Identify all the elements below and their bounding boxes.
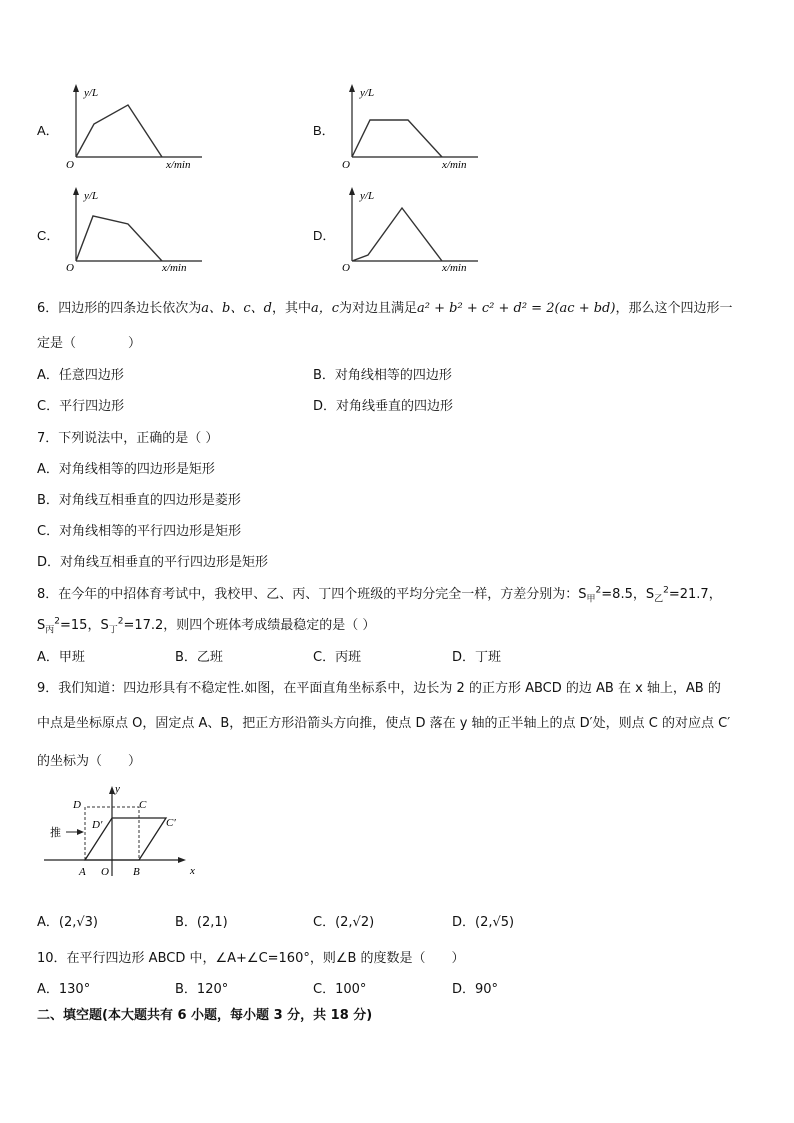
option-c-label: C． (37, 228, 60, 243)
graph-a (62, 82, 212, 172)
fig-point-dprime: D′ (92, 819, 103, 831)
fig-y-label: y (115, 783, 120, 795)
q6-stem-line2: 定是（ ） (37, 336, 142, 351)
graph-line (76, 216, 162, 261)
q10-option-d[interactable]: D．90° (452, 982, 499, 997)
y-label: y/L (360, 87, 375, 99)
graph-d (338, 185, 488, 275)
q8-option-a[interactable]: A．甲班 (37, 650, 85, 665)
y-arrow-icon (349, 84, 355, 92)
origin-label: O (66, 159, 74, 171)
q8-stem-line2: $S_丙^2=15$，$S_丁^2=17.2$，则四个班体考成绩最稳定的是（ ） (37, 616, 376, 636)
fig-point-a: A (79, 866, 86, 878)
fig-point-d: D (73, 799, 81, 811)
graph-line (352, 120, 442, 157)
fig-push-label: 推 (50, 827, 61, 839)
origin-label: O (342, 159, 350, 171)
y-label: y/L (84, 87, 99, 99)
fig-point-cprime: C′ (166, 817, 176, 829)
q7-option-b[interactable]: B．对角线互相垂直的四边形是菱形 (37, 493, 241, 508)
q8-stem-line1: 8．在今年的中招体育考试中，我校甲、乙、丙、丁四个班级的平均分完全一样，方差分别为：$S_甲^2=8.5$，$S_乙^2=21.7$， (37, 585, 722, 605)
section-two-heading: 二、填空题(本大题共有 6 小题，每小题 3 分，共 18 分) (37, 1008, 373, 1023)
fig-point-c: C (139, 799, 147, 811)
y-arrow-icon (73, 84, 79, 92)
origin-label: O (66, 262, 74, 274)
x-label: x/min (162, 262, 187, 274)
q7-stem: 7．下列说法中，正确的是（ ） (37, 431, 219, 446)
x-label: x/min (442, 159, 467, 171)
q6-equation: a² + b² + c² + d² = 2(ac + bd) (417, 301, 616, 316)
q9-stem-line2: 中点是坐标原点 O，固定点 A、B，把正方形沿箭头方向推，使点 D 落在 y 轴的正半轴上的点 D′处，则点 C 的对应点 C′ (37, 716, 731, 731)
q6-stem: 6．四边形的四条边长依次为a、b、c、d，其中a，c为对边且满足a² + b² + c² + d² = 2(ac + bd)，那么这个四边形一 (37, 301, 733, 316)
q9-stem-line1: 9．我们知道：四边形具有不稳定性.如图，在平面直角坐标系中，边长为 2 的正方形 ABCD 的边 AB 在 x 轴上，AB 的 (37, 681, 721, 696)
q6-option-b[interactable]: B．对角线相等的四边形 (313, 368, 452, 383)
fig-point-b: B (133, 866, 140, 878)
option-a-label: A． (37, 123, 59, 138)
q8-option-d[interactable]: D．丁班 (452, 650, 502, 665)
graph-b (338, 82, 488, 172)
fig-point-o: O (101, 866, 109, 878)
q6-option-d[interactable]: D．对角线垂直的四边形 (313, 399, 454, 414)
y-label: y/L (84, 190, 99, 202)
q10-option-c[interactable]: C．100° (313, 982, 367, 997)
graph-line (352, 208, 442, 261)
q9-option-d[interactable]: D．(2,√5) (452, 915, 515, 930)
q8-option-b[interactable]: B．乙班 (175, 650, 223, 665)
y-arrow-icon (73, 187, 79, 195)
option-b-label: B． (313, 123, 335, 138)
q10-option-a[interactable]: A．130° (37, 982, 91, 997)
q10-option-b[interactable]: B．120° (175, 982, 229, 997)
q9-option-c[interactable]: C．(2,√2) (313, 915, 375, 930)
q9-option-a[interactable]: A．(2,√3) (37, 915, 98, 930)
q7-option-a[interactable]: A．对角线相等的四边形是矩形 (37, 462, 215, 477)
option-d-label: D． (313, 228, 336, 243)
push-arrow-icon (77, 829, 84, 835)
origin-label: O (342, 262, 350, 274)
x-arrow-icon (178, 857, 186, 863)
q8-option-c[interactable]: C．丙班 (313, 650, 362, 665)
y-arrow-icon (349, 187, 355, 195)
graph-c (62, 185, 212, 275)
q7-option-d[interactable]: D．对角线互相垂直的平行四边形是矩形 (37, 555, 269, 570)
fig-x-label: x (190, 865, 195, 877)
x-label: x/min (442, 262, 467, 274)
q10-stem: 10．在平行四边形 ABCD 中，∠A+∠C=160°，则∠B 的度数是（ ） (37, 951, 465, 966)
q6-option-a[interactable]: A．任意四边形 (37, 368, 124, 383)
y-label: y/L (360, 190, 375, 202)
graph-line (76, 105, 162, 157)
q9-figure (40, 780, 200, 890)
x-label: x/min (166, 159, 191, 171)
q9-option-b[interactable]: B．(2,1) (175, 915, 228, 930)
q7-option-c[interactable]: C．对角线相等的平行四边形是矩形 (37, 524, 242, 539)
q6-option-c[interactable]: C．平行四边形 (37, 399, 125, 414)
q9-stem-line3: 的坐标为（ ） (37, 754, 142, 769)
